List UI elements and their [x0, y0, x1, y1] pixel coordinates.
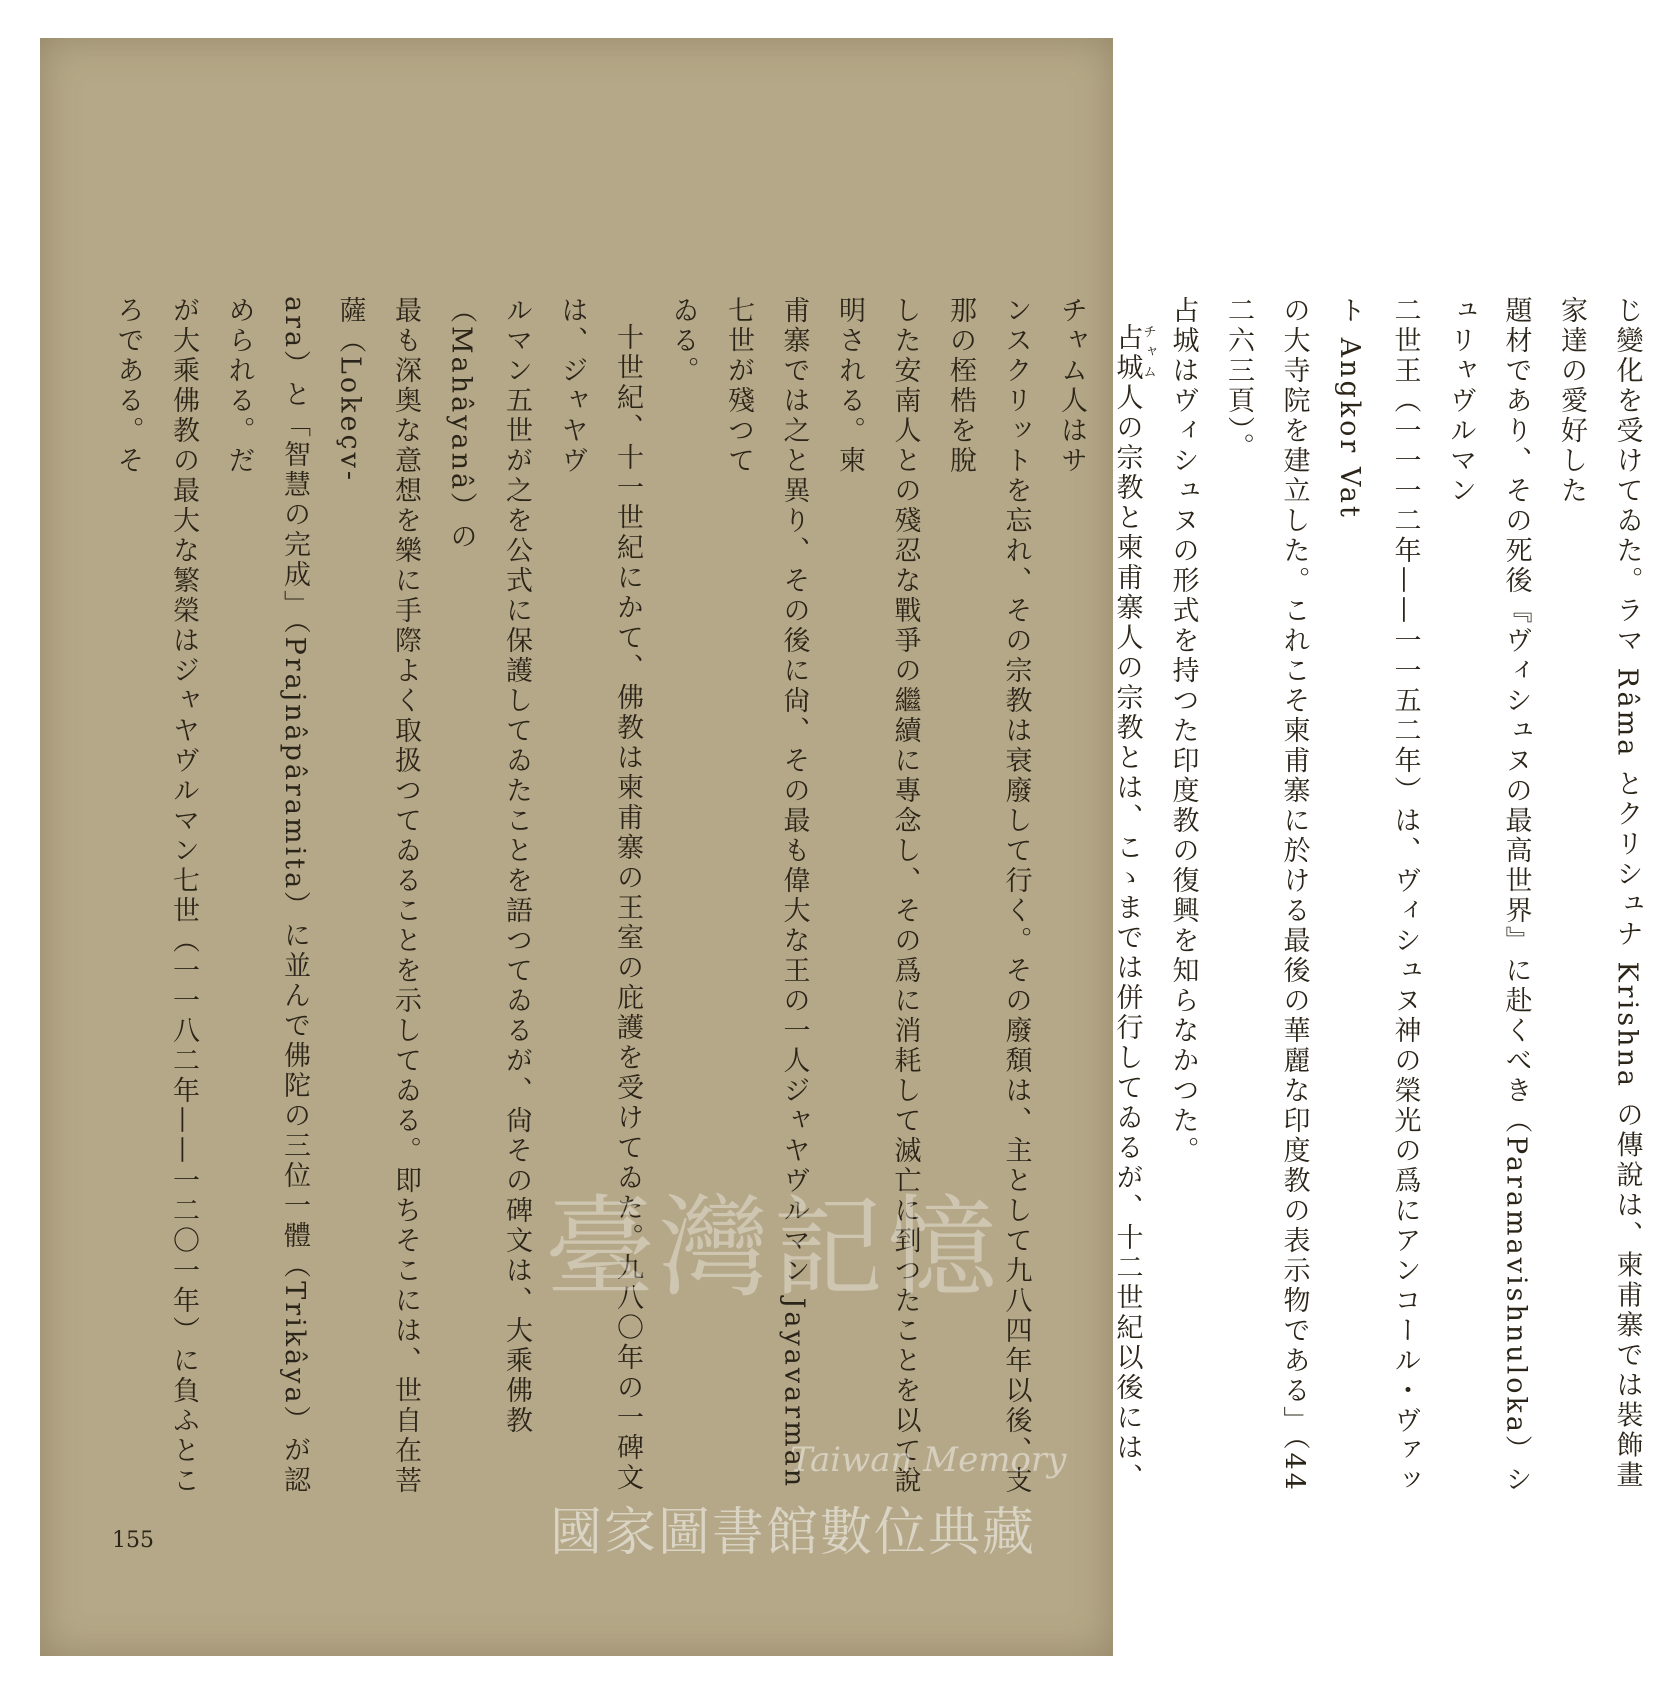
- text-column-13: 最も深奥な意想を樂に手際よく取扱つてゐることを示してゐる。即ちそこには、世自在菩薩（Lokeçv-: [334, 296, 421, 1496]
- text-column-7: ンスクリットを忘れ、その宗教は衰廢して行く。その廢頽は、主として九八四年以後、支那の桎梏を脫: [945, 296, 1032, 1496]
- text-column-3: 二世王（一一一二年——一一五二年）は、ヴィシュヌ神の榮光の爲にアンコール・ヴァット Angkor Vat: [1334, 296, 1421, 1496]
- text-column-4: の大寺院を建立した。これこそ柬甫寨に於ける最後の華麗な印度教の表示物である」（44 二六三頁）。: [1223, 296, 1310, 1493]
- page-number: 155: [112, 1528, 154, 1553]
- watermark-english: Taiwan Memory: [790, 1440, 1067, 1480]
- text-column-8: した安南人との殘忍な戰爭の繼續に專念し、その爲に消耗して滅亡に到つたことを以て說明される。柬: [834, 296, 921, 1496]
- text-column-5: 占城はヴィシュヌの形式を持つた印度教の復興を知らなかつた。: [1167, 296, 1199, 1166]
- text-column-9: 甫寨では之と異り、その後に尙、その最も偉大な王の一人ジャヤヴルマン Jayavarman 七世が殘つて: [723, 296, 810, 1490]
- text-column-15: が大乘佛教の最大な繁榮はジャヤヴルマン七世（一一八二年——一二〇一年）に負ふところである。そ: [112, 296, 199, 1496]
- text-column-6-rest: 人の宗教と柬甫寨人の宗教とは、こゝまでは併行してゐるが、十二世紀以後には、チャム人はサ: [1056, 296, 1143, 1493]
- text-column-14: ara）と「智慧の完成」（Prajnâpâramita）に並んで佛陀の三位一體（Trikâya）が認められる。だ: [223, 296, 310, 1496]
- watermark-chinese: 臺灣記憶: [545, 1184, 1001, 1312]
- text-column-6: [1044, 296, 1156, 1496]
- ruby-reading: チャム: [1140, 323, 1156, 383]
- text-column-10: ゐる。: [667, 296, 699, 386]
- text-column-11: 十世紀、十一世紀にかて、佛教は柬甫寨の王室の庇護を受けてゐた。九八〇年の一碑文は、ジャヤヴ: [556, 296, 643, 1493]
- watermark-library: 國家圖書館數位典藏: [550, 1503, 1037, 1563]
- text-column-2: 題材であり、その死後『ヴィシュヌの最高世界』に赴くべき（Paramavishnuloka）シュリャヴルマン: [1445, 296, 1532, 1496]
- text-column-1: じ變化を受けてゐた。ラマ Râma とクリシュナ Krishna の傳說は、柬甫寨では裝飾畫家達の愛好した: [1556, 296, 1643, 1491]
- ruby-base: 占城: [1111, 323, 1143, 383]
- book-page: [40, 38, 1643, 1656]
- text-column-12: ルマン五世が之を公式に保護してゐたことを語つてゐるが、尙その碑文は、大乘佛教（Mahâyanâ）の: [445, 296, 532, 1436]
- ruby-annotation: [1111, 323, 1156, 383]
